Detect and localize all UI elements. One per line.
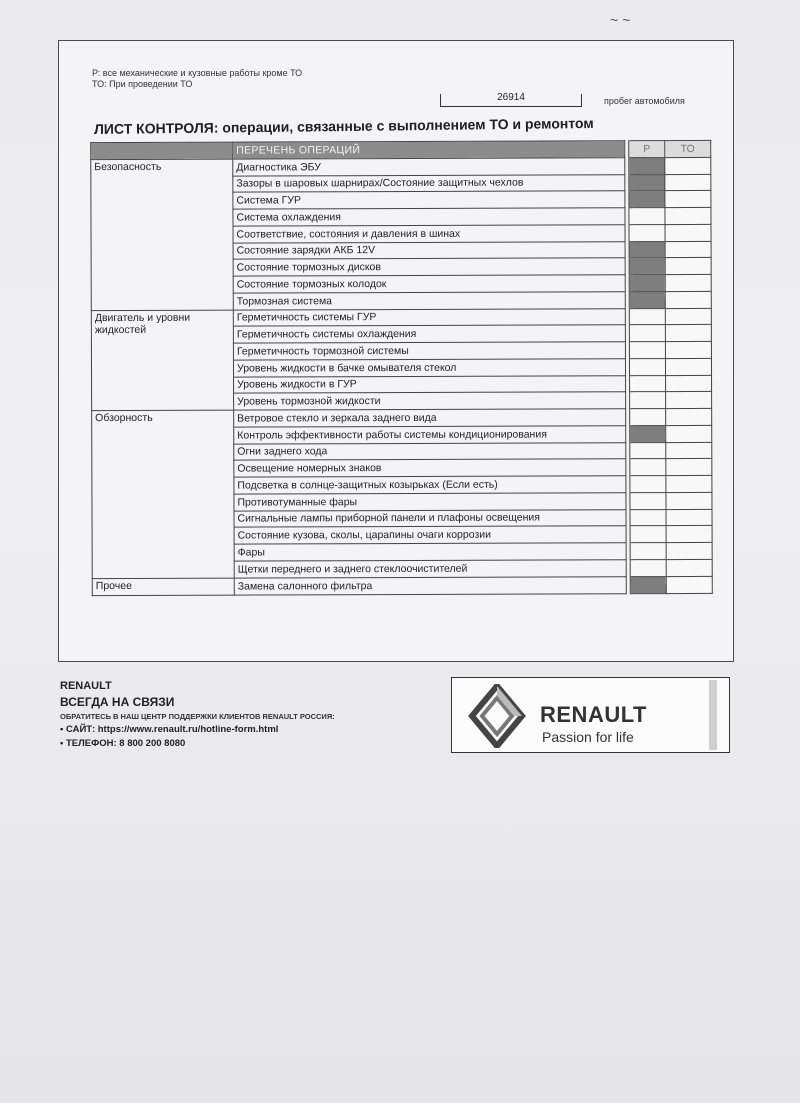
operation-cell: Зазоры в шаровых шарнирах/Состояние защитных чехлов [233, 174, 625, 192]
table-row [92, 408, 712, 427]
operation-cell: Уровень тормозной жидкости [234, 392, 626, 410]
r-check-cell [630, 442, 666, 459]
operation-cell: Освещение номерных знаков [234, 459, 626, 477]
r-check-cell [630, 375, 666, 392]
r-check-cell [629, 258, 665, 275]
operation-cell: Герметичность системы ГУР [233, 308, 625, 326]
r-check-cell [629, 308, 665, 325]
pen-mark: ~ ~ [610, 12, 631, 28]
r-check-cell [630, 509, 666, 526]
to-check-cell [666, 375, 712, 392]
r-check-cell [629, 191, 665, 208]
support-call-text: ОБРАТИТЕСЬ В НАШ ЦЕНТР ПОДДЕРЖКИ КЛИЕНТОВ RENAULT РОССИЯ: [60, 712, 335, 721]
to-check-cell [665, 341, 711, 358]
table-row [91, 157, 711, 176]
note-to: ТО: При проведении ТО [92, 79, 193, 89]
r-check-cell [630, 559, 666, 576]
operation-cell: Герметичность системы охлаждения [233, 325, 625, 343]
r-check-cell [629, 157, 665, 174]
to-check-cell [666, 442, 712, 459]
operation-cell: Уровень жидкости в бачке омывателя стекол [233, 358, 625, 376]
support-info [60, 680, 335, 749]
operation-cell: Система ГУР [233, 191, 625, 209]
operation-cell: Уровень жидкости в ГУР [234, 375, 626, 393]
note-r: Р: все механические и кузовные работы кроме ТО [92, 68, 303, 78]
mileage-value: 26914 [440, 94, 582, 107]
renault-diamond-icon [468, 684, 526, 748]
operation-cell: Сигнальные лампы приборной панели и плафоны освещения [234, 509, 626, 527]
category-cell: Двигатель и уровни жидкостей [91, 310, 233, 411]
logo-stripe [709, 680, 717, 750]
footer-slogan: ВСЕГДА НА СВЯЗИ [60, 695, 175, 709]
r-check-cell [629, 358, 665, 375]
operation-cell: Состояние зарядки АКБ 12V [233, 241, 625, 259]
to-check-cell [665, 291, 711, 308]
to-header: ТО [665, 140, 711, 157]
category-cell: Обзорность [92, 410, 235, 578]
r-check-cell [630, 526, 666, 543]
operation-cell: Система охлаждения [233, 208, 625, 226]
category-cell: Прочее [92, 578, 234, 596]
table-row [91, 308, 711, 327]
r-check-cell [629, 275, 665, 292]
category-cell: Безопасность [91, 159, 234, 310]
to-check-cell [666, 459, 712, 476]
page-title: ЛИСТ КОНТРОЛЯ: операции, связанные с выполнением ТО и ремонтом [93, 114, 594, 138]
r-check-cell [630, 392, 666, 409]
r-check-cell [629, 241, 665, 258]
to-check-cell [665, 224, 711, 241]
operation-cell: Подсветка в солнце-защитных козырьках (Если есть) [234, 476, 626, 494]
r-check-cell [630, 476, 666, 493]
operation-cell: Состояние кузова, сколы, царапины очаги коррозии [234, 526, 626, 544]
to-check-cell [665, 241, 711, 258]
logo-wordmark: RENAULT [540, 702, 647, 727]
operations-body [91, 157, 713, 596]
r-check-cell [629, 224, 665, 241]
r-check-cell [630, 409, 666, 426]
to-check-cell [666, 492, 712, 509]
operations-table [90, 140, 713, 596]
r-check-cell [630, 459, 666, 476]
operation-cell: Противотуманные фары [234, 492, 626, 510]
to-check-cell [665, 325, 711, 342]
operation-cell: Контроль эффективности работы системы кондиционирования [234, 425, 626, 443]
to-check-cell [666, 425, 712, 442]
to-check-cell [665, 274, 711, 291]
to-check-cell [666, 559, 712, 576]
to-check-cell [665, 191, 711, 208]
table-row [92, 576, 712, 596]
logo-tagline: Passion for life [542, 729, 634, 745]
r-check-cell [629, 291, 665, 308]
operations-header: ПЕРЕЧЕНЬ ОПЕРАЦИЙ [233, 141, 625, 159]
to-check-cell [666, 408, 712, 425]
operation-cell: Ветровое стекло и зеркала заднего вида [234, 409, 626, 427]
to-check-cell [665, 207, 711, 224]
to-check-cell [666, 392, 712, 409]
to-check-cell [665, 157, 711, 174]
to-check-cell [666, 509, 712, 526]
r-check-cell [630, 543, 666, 560]
r-header: Р [629, 141, 665, 158]
r-check-cell [630, 576, 666, 594]
footer-brand: RENAULT [60, 680, 112, 692]
table-header-row [91, 140, 711, 159]
r-check-cell [629, 174, 665, 191]
operation-cell: Замена салонного фильтра [234, 576, 626, 595]
renault-logo-box [451, 677, 730, 753]
r-check-cell [630, 492, 666, 509]
operation-cell: Диагностика ЭБУ [233, 157, 625, 175]
to-check-cell [665, 174, 711, 191]
operation-cell: Огни заднего хода [234, 442, 626, 460]
operation-cell: Состояние тормозных колодок [233, 275, 625, 293]
to-check-cell [666, 576, 712, 594]
operation-cell: Соответствие, состояния и давления в шинах [233, 224, 625, 242]
category-header [91, 142, 233, 159]
r-check-cell [629, 325, 665, 342]
to-check-cell [665, 258, 711, 275]
operation-cell: Щетки переднего и заднего стеклоочистителей [234, 559, 626, 577]
operation-cell: Состояние тормозных дисков [233, 258, 625, 276]
operation-cell: Герметичность тормозной системы [233, 342, 625, 360]
to-check-cell [666, 542, 712, 559]
to-check-cell [665, 308, 711, 325]
r-check-cell [629, 342, 665, 359]
operation-cell: Фары [234, 543, 626, 561]
r-check-cell [630, 425, 666, 442]
support-site: • САЙТ: https://www.renault.ru/hotline-form.html [60, 724, 279, 735]
mileage-label: пробег автомобиля [604, 96, 685, 106]
to-check-cell [666, 475, 712, 492]
to-check-cell [665, 358, 711, 375]
r-check-cell [629, 208, 665, 225]
operation-cell: Тормозная система [233, 291, 625, 309]
to-check-cell [666, 526, 712, 543]
support-phone: • ТЕЛЕФОН: 8 800 200 8080 [60, 738, 186, 749]
